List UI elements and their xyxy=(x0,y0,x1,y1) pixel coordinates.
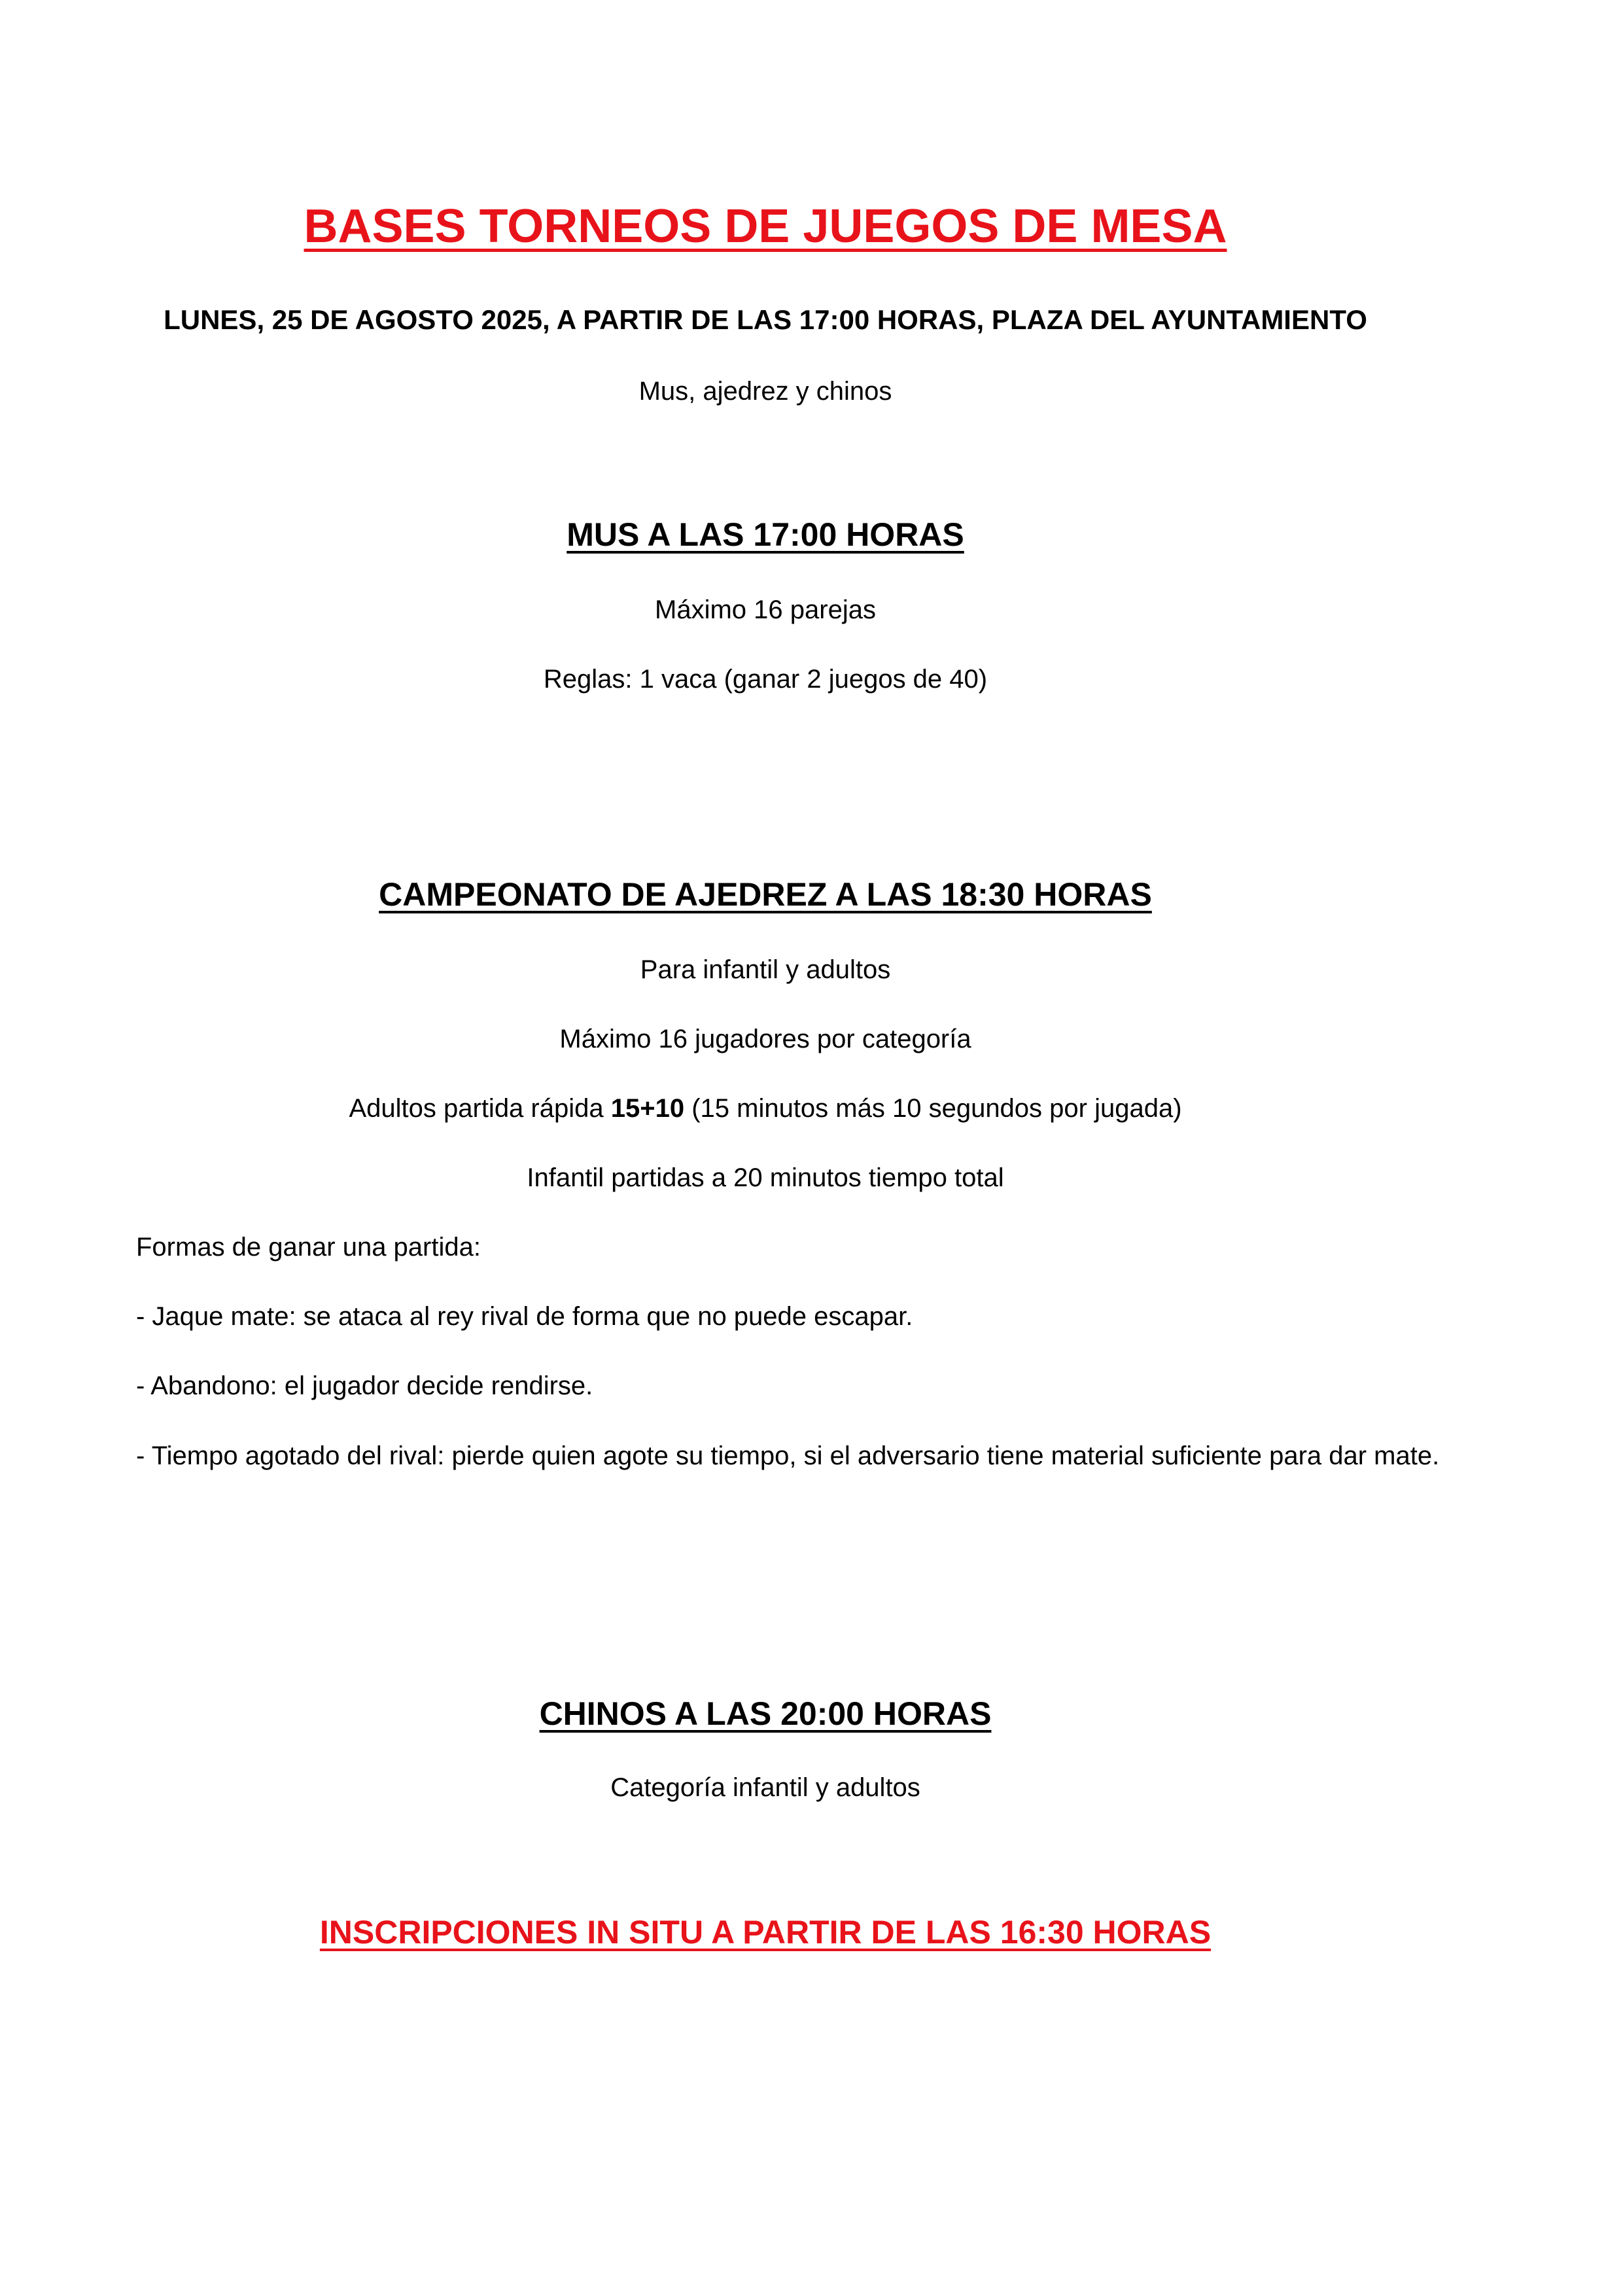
ways-to-win-title: Formas de ganar una partida: xyxy=(136,1233,481,1262)
adults-format-prefix: Adultos partida rápida xyxy=(349,1094,611,1123)
way-checkmate: - Jaque mate: se ataca al rey rival de forma que no puede escapar. xyxy=(136,1302,913,1331)
registration-notice: INSCRIPCIONES IN SITU A PARTIR DE LAS 16:30 HORAS xyxy=(319,1914,1212,1951)
ajedrez-audience: Para infantil y adultos xyxy=(640,955,891,984)
mus-heading: MUS A LAS 17:00 HORAS xyxy=(567,516,964,553)
adults-format-suffix: (15 minutos más 10 segundos por jugada) xyxy=(684,1094,1182,1123)
chinos-category: Categoría infantil y adultos xyxy=(610,1773,920,1802)
mus-max-pairs: Máximo 16 parejas xyxy=(655,595,876,624)
mus-rules: Reglas: 1 vaca (ganar 2 juegos de 40) xyxy=(543,665,988,694)
event-date-location: LUNES, 25 DE AGOSTO 2025, A PARTIR DE LAS 17:00 HORAS, PLAZA DEL AYUNTAMIENTO xyxy=(164,304,1367,335)
chinos-heading: CHINOS A LAS 20:00 HORAS xyxy=(539,1695,992,1732)
ajedrez-heading: CAMPEONATO DE AJEDREZ A LAS 18:30 HORAS xyxy=(379,876,1152,913)
way-resign: - Abandono: el jugador decide rendirse. xyxy=(136,1371,593,1400)
ajedrez-max-players: Máximo 16 jugadores por categoría xyxy=(559,1025,971,1053)
ajedrez-adults-format xyxy=(0,1095,1531,1122)
adults-format-code: 15+10 xyxy=(610,1094,685,1123)
document-title: BASES TORNEOS DE JUEGOS DE MESA xyxy=(304,200,1227,253)
ajedrez-infantil-format: Infantil partidas a 20 minutos tiempo total xyxy=(527,1163,1004,1192)
way-timeout: - Tiempo agotado del rival: pierde quien agote su tiempo, si el adversario tiene material suficiente para dar mate. xyxy=(136,1441,1440,1470)
games-list: Mus, ajedrez y chinos xyxy=(638,377,892,406)
